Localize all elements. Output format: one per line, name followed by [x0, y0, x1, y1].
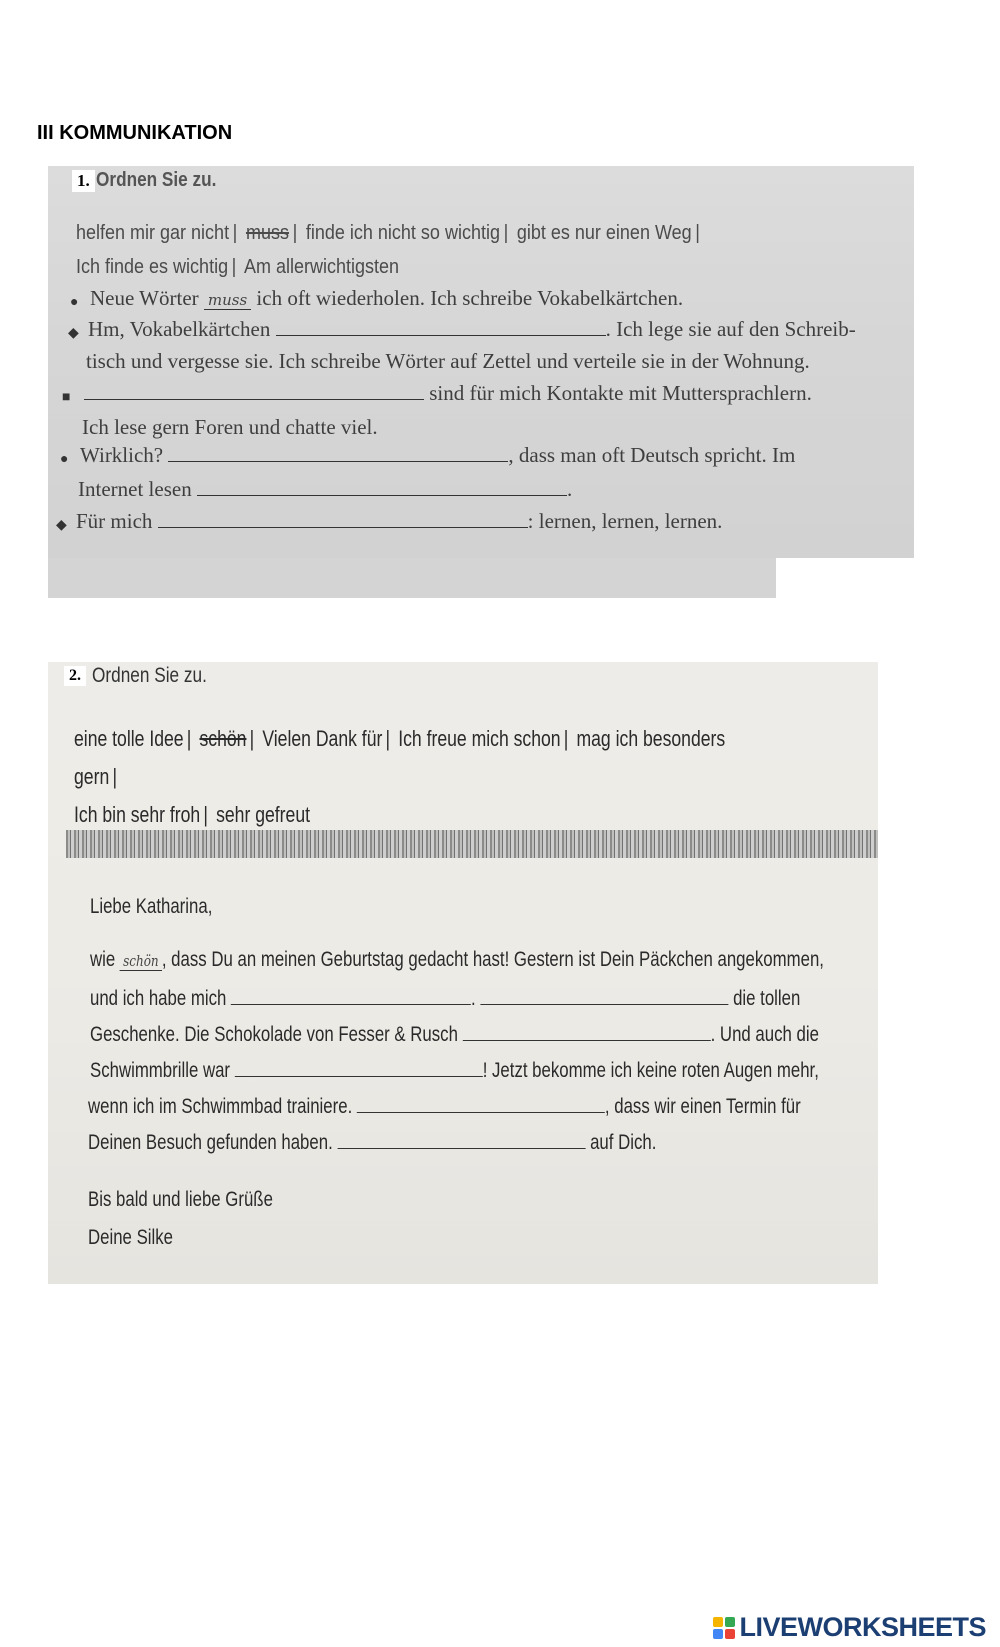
circle-bullet-icon: ● — [70, 293, 79, 309]
exercise1-image — [48, 166, 914, 558]
line-text: : lernen, lernen, lernen. — [527, 509, 723, 533]
exercise1-paper-bottom — [48, 558, 776, 598]
word-bank-item: eine tolle Idee — [74, 726, 184, 751]
logo-grid-icon — [713, 1617, 735, 1639]
line-text: . — [471, 987, 476, 1010]
letter-line-6 — [88, 1128, 656, 1155]
word-bank-item: mag ich besonders gern — [74, 726, 726, 789]
answer-blank[interactable] — [480, 984, 728, 1005]
square-bullet-icon: ■ — [62, 388, 71, 404]
liveworksheets-logo — [713, 1612, 986, 1643]
letter-greeting: Liebe Katharina, — [90, 895, 213, 918]
dialogue-line-7 — [78, 477, 572, 502]
line-text: wie — [90, 948, 116, 971]
line-text: Neue Wörter — [90, 286, 199, 310]
line-text: , dass Du an meinen Geburtstag gedacht hast! Gestern ist Dein Päckchen angekommen, — [161, 948, 824, 971]
line-text: ich oft wiederholen. Ich schreibe Vokabelkärtchen. — [256, 286, 684, 310]
word-bank-item: Vielen Dank für — [262, 726, 383, 751]
dialogue-line-5: Ich lese gern Foren und chatte viel. — [82, 415, 378, 439]
word-bank-item: finde ich nicht so wichtig — [305, 222, 500, 244]
dialogue-line-3: tisch und vergesse sie. Ich schreibe Wörter auf Zettel und verteile sie in der Wohnung. — [86, 349, 810, 373]
answer-blank[interactable] — [168, 443, 508, 462]
line-text: Wirklich? — [80, 443, 164, 467]
line-text: auf Dich. — [590, 1131, 657, 1154]
answer-blank[interactable] — [84, 381, 424, 400]
line-text: . Ich lege sie auf den Schreib- — [605, 317, 856, 341]
word-bank-item: Ich finde es wichtig — [76, 256, 229, 278]
answer-blank[interactable] — [235, 1056, 483, 1077]
line-text: Internet lesen — [78, 477, 192, 501]
logo-square — [725, 1617, 735, 1627]
answer-blank[interactable] — [158, 509, 528, 528]
line-text: , dass man oft Deutsch spricht. Im — [508, 443, 796, 467]
letter-line-5 — [88, 1092, 801, 1119]
word-bank-item: Am allerwichtigsten — [243, 256, 400, 278]
line-text: und ich habe mich — [90, 987, 227, 1010]
answer-blank[interactable] — [357, 1092, 605, 1113]
line-text: Geschenke. Die Schokolade von Fesser & Rusch — [90, 1023, 458, 1046]
line-text: . — [566, 477, 573, 501]
letter-signature: Deine Silke — [88, 1226, 173, 1249]
letter-closing: Bis bald und liebe Grüße — [88, 1188, 273, 1211]
line-text: ! Jetzt bekomme ich keine roten Augen mehr, — [482, 1059, 819, 1082]
logo-square — [713, 1617, 723, 1627]
diamond-bullet-icon: ◆ — [56, 516, 67, 532]
exercise1-word-bank: helfen mir gar nicht | muss | finde ich nicht so wichtig | gibt es nur einen Weg | Ich finde es wichtig | Am allerwichtigsten — [76, 222, 700, 278]
exercise2-number: 2. — [64, 666, 86, 686]
exercise2-heading: Ordnen Sie zu. — [92, 664, 207, 687]
line-text: Schwimmbrille war — [90, 1059, 231, 1082]
answer-blank[interactable] — [337, 1128, 585, 1149]
dialogue-line-2 — [88, 317, 856, 342]
handwritten-answer: schön — [120, 952, 162, 971]
logo-square — [725, 1629, 735, 1639]
answer-blank[interactable] — [231, 984, 471, 1005]
exercise2-image — [48, 662, 878, 1284]
word-bank-item: Ich freue mich schon — [398, 726, 561, 751]
line-text: Deinen Besuch gefunden haben. — [88, 1131, 333, 1154]
letter-line-4 — [90, 1056, 819, 1083]
section-title: III KOMMUNIKATION — [37, 122, 233, 144]
dialogue-line-4 — [84, 381, 812, 406]
word-bank-item: helfen mir gar nicht — [76, 222, 230, 244]
line-text: die tollen — [733, 987, 801, 1010]
answer-blank[interactable] — [276, 317, 606, 336]
circle-bullet-icon: ● — [60, 450, 69, 466]
word-bank-item-struck: muss — [245, 222, 289, 244]
letter-line-3 — [90, 1020, 819, 1047]
line-text: Hm, Vokabelkärtchen — [88, 317, 271, 341]
word-bank-item: Ich bin sehr froh — [74, 802, 201, 827]
word-bank-item: gibt es nur einen Weg — [516, 222, 692, 244]
handwritten-answer: muss — [204, 291, 251, 310]
logo-square — [713, 1629, 723, 1639]
logo-text: LIVEWORKSHEETS — [739, 1612, 986, 1642]
line-text: , dass wir einen Termin für — [604, 1095, 801, 1118]
line-text: . Und auch die — [710, 1023, 819, 1046]
exercise1-heading: Ordnen Sie zu. — [96, 169, 217, 191]
line-text: wenn ich im Schwimmbad trainiere. — [88, 1095, 353, 1118]
answer-blank[interactable] — [197, 477, 567, 496]
diamond-bullet-icon: ◆ — [68, 324, 79, 340]
torn-paper-edge — [66, 830, 878, 858]
exercise2-word-bank: eine tolle Idee | schön | Vielen Dank für | Ich freue mich schon | mag ich besonders gern | Ich bin sehr froh | sehr gefreut — [74, 726, 726, 827]
dialogue-line-6 — [80, 443, 795, 468]
word-bank-item-struck: schön — [199, 726, 247, 751]
letter-line-1 — [90, 948, 824, 972]
line-text: sind für mich Kontakte mit Muttersprachlern. — [429, 381, 812, 405]
exercise1-number: 1. — [72, 170, 95, 192]
line-text: Für mich — [76, 509, 153, 533]
word-bank-item: sehr gefreut — [216, 802, 310, 827]
dialogue-line-1 — [90, 286, 683, 311]
answer-blank[interactable] — [463, 1020, 711, 1041]
letter-line-2 — [90, 984, 800, 1011]
dialogue-line-8 — [76, 509, 722, 534]
